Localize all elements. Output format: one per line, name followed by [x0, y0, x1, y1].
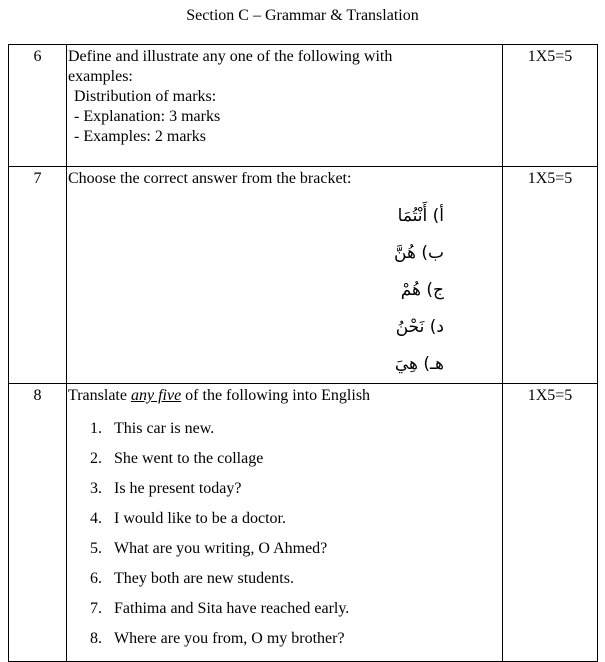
list-item [90, 444, 502, 474]
prompt-post: of the following into English [181, 387, 371, 404]
item-number: 3. [90, 480, 102, 497]
arabic-option: ج) هُمْ [400, 280, 444, 300]
question-row-6 [9, 45, 598, 167]
distribution-title: Distribution of marks: [74, 88, 217, 105]
question-text [67, 384, 503, 662]
question-line: Define and illustrate any one of the following with [68, 48, 393, 65]
item-number: 6. [90, 570, 102, 587]
question-prompt [68, 386, 502, 406]
item-text: Fathima and Sita have reached early. [114, 600, 350, 617]
list-item [90, 564, 502, 594]
list-item [90, 594, 502, 624]
arabic-options-list [68, 198, 502, 383]
item-text: What are you writing, O Ahmed? [114, 540, 328, 557]
arabic-option: ب) هُنَّ [394, 243, 444, 263]
item-text: Is he present today? [114, 480, 242, 497]
item-number: 4. [90, 510, 102, 527]
section-title: Section C – Grammar & Translation [186, 7, 419, 24]
list-item [90, 414, 502, 444]
question-marks: 1X5=5 [503, 384, 598, 662]
question-number: 7 [9, 167, 67, 384]
list-item [90, 534, 502, 564]
question-marks: 1X5=5 [503, 45, 598, 167]
item-number: 8. [90, 630, 102, 647]
arabic-option: د) نَحْنُ [395, 317, 444, 337]
question-row-8 [9, 384, 598, 662]
list-item [90, 474, 502, 504]
arabic-option: أ) أَنْتُمَا [397, 206, 444, 226]
item-text: Where are you from, O my brother? [114, 630, 345, 647]
item-text: I would like to be a doctor. [114, 510, 286, 527]
item-number: 1. [90, 420, 102, 437]
item-number: 7. [90, 600, 102, 617]
distribution-item: - Explanation: 3 marks [74, 108, 221, 125]
prompt-emphasis: any five [130, 387, 182, 404]
arabic-option: هـ) هِيَ [394, 354, 444, 374]
question-text [67, 167, 503, 384]
question-text [67, 45, 503, 167]
item-text: This car is new. [114, 420, 215, 437]
translation-list [68, 414, 502, 654]
question-row-7 [9, 167, 598, 384]
item-number: 2. [90, 450, 102, 467]
questions-table [8, 44, 598, 662]
distribution-item: - Examples: 2 marks [74, 128, 206, 145]
list-item [90, 504, 502, 534]
question-number: 6 [9, 45, 67, 167]
question-marks: 1X5=5 [503, 167, 598, 384]
prompt-pre: Translate [68, 387, 131, 404]
question-number: 8 [9, 384, 67, 662]
list-item [90, 624, 502, 654]
item-number: 5. [90, 540, 102, 557]
question-line: examples: [68, 68, 133, 85]
question-prompt: Choose the correct answer from the bracket: [68, 170, 352, 187]
item-text: She went to the collage [114, 450, 264, 467]
item-text: They both are new students. [114, 570, 294, 587]
